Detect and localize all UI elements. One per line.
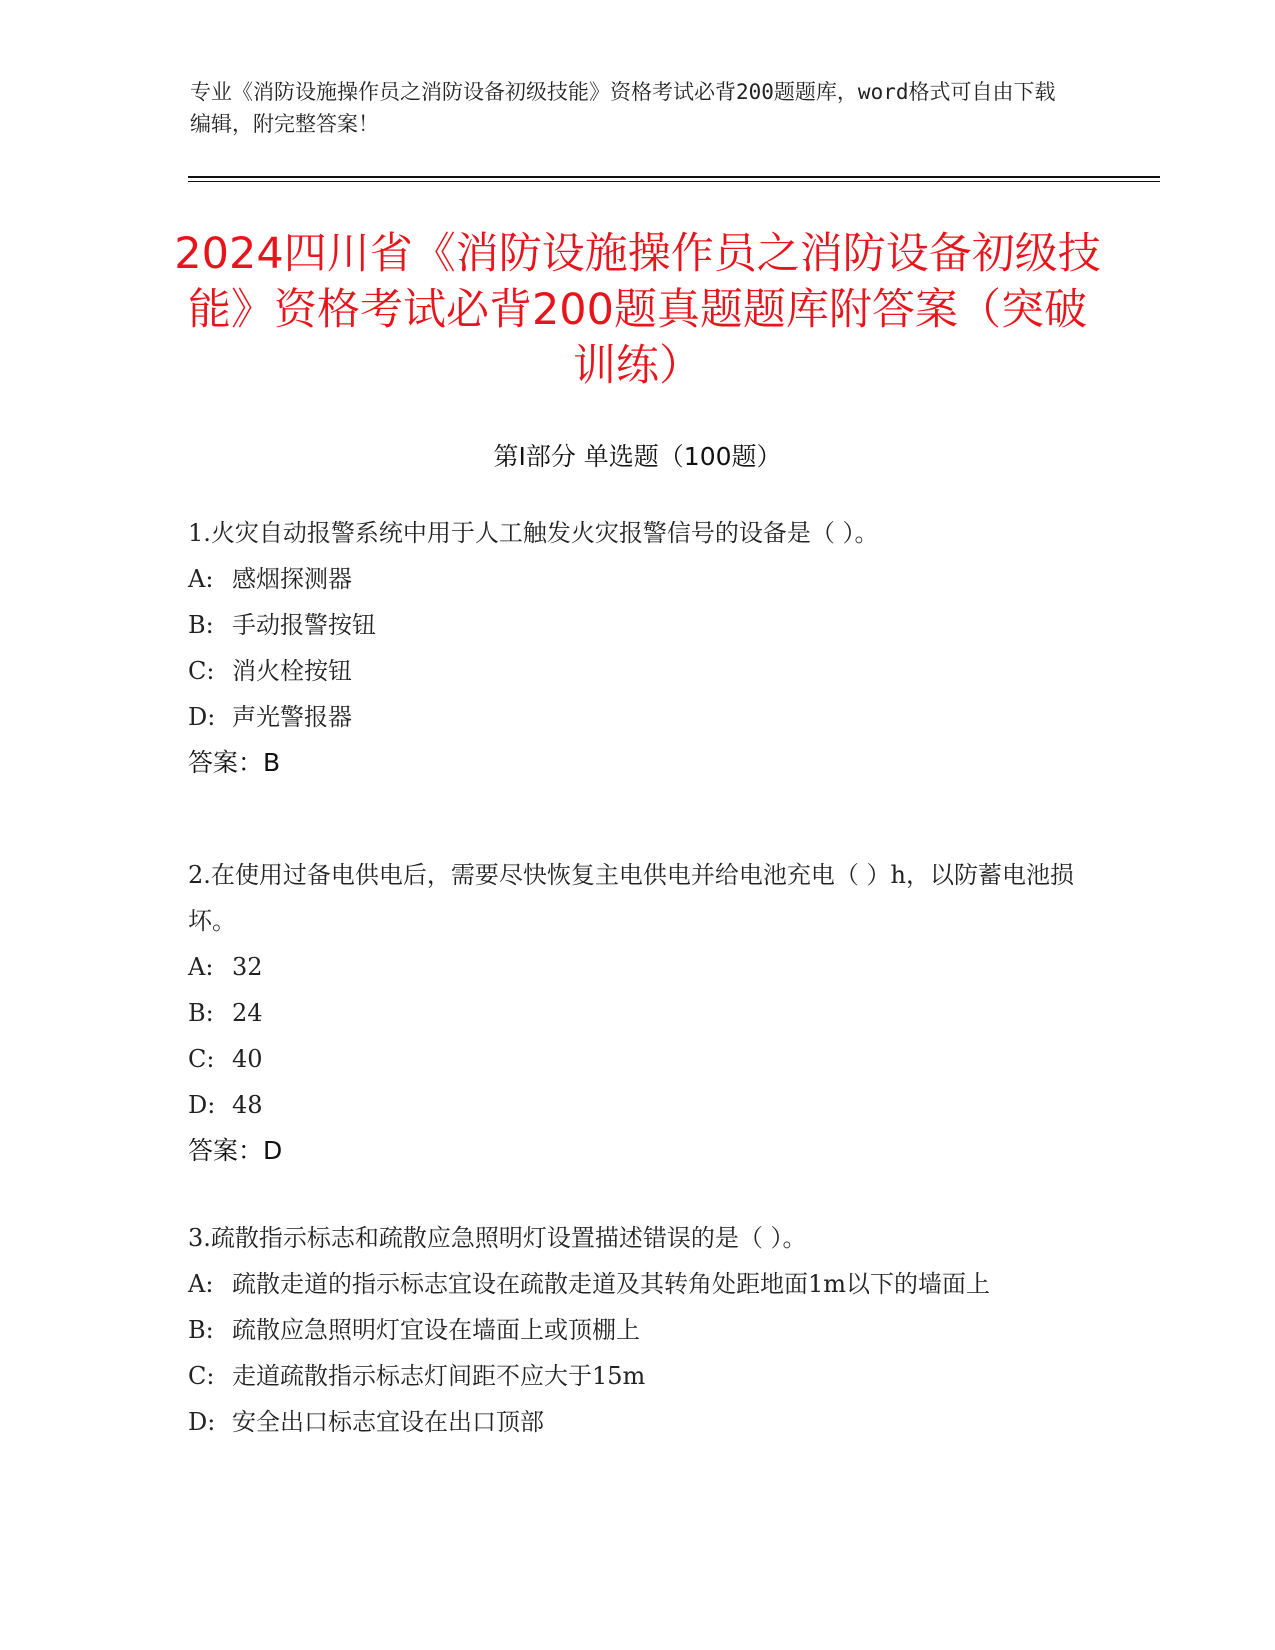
option-c	[188, 648, 1088, 694]
option-letter: D:	[188, 1408, 216, 1436]
question-2	[188, 852, 1088, 1174]
option-text: 疏散走道的指示标志宜设在疏散走道及其转角处距地面1m以下的墙面上	[232, 1270, 991, 1298]
option-text: 声光警报器	[232, 703, 352, 731]
option-letter: D:	[188, 1091, 216, 1119]
option-text: 感烟探测器	[232, 565, 352, 593]
option-letter: B:	[188, 611, 214, 639]
option-text: 疏散应急照明灯宜设在墙面上或顶棚上	[232, 1316, 640, 1344]
option-letter: C:	[188, 657, 215, 685]
option-text: 48	[232, 1091, 263, 1119]
question-stem: 2.在使用过备电供电后，需要尽快恢复主电供电并给电池充电（ ）h，以防蓄电池损坏。	[188, 861, 1074, 935]
option-b	[188, 602, 1088, 648]
option-c	[188, 1036, 1088, 1082]
option-letter: B:	[188, 1316, 214, 1344]
option-b	[188, 990, 1088, 1036]
option-a	[188, 944, 1088, 990]
option-text: 走道疏散指示标志灯间距不应大于15m	[232, 1362, 646, 1390]
document-title: 2024四川省《消防设施操作员之消防设备初级技能》资格考试必背200题真题题库附答案（突破训练）	[174, 229, 1101, 391]
option-a	[188, 1261, 1088, 1307]
option-c	[188, 1353, 1088, 1399]
option-letter: C:	[188, 1045, 215, 1073]
question-1	[188, 510, 1088, 786]
option-letter: D:	[188, 703, 216, 731]
option-b	[188, 1307, 1088, 1353]
option-text: 32	[232, 953, 263, 981]
option-letter: A:	[188, 953, 214, 981]
question-stem: 3.疏散指示标志和疏散应急照明灯设置描述错误的是（ ）。	[188, 1224, 807, 1252]
section-title: 第I部分 单选题（100题）	[493, 442, 782, 471]
header-divider-thin	[188, 181, 1160, 182]
option-d	[188, 694, 1088, 740]
question-3	[188, 1215, 1088, 1445]
option-letter: B:	[188, 999, 214, 1027]
option-text: 40	[232, 1045, 263, 1073]
option-d	[188, 1399, 1088, 1445]
option-letter: A:	[188, 565, 214, 593]
option-d	[188, 1082, 1088, 1128]
option-letter: A:	[188, 1270, 214, 1298]
option-text: 消火栓按钮	[232, 657, 352, 685]
header-divider	[188, 176, 1160, 178]
option-letter: C:	[188, 1362, 215, 1390]
answer: 答案：B	[188, 748, 281, 777]
header-note: 专业《消防设施操作员之消防设备初级技能》资格考试必背200题题库，word格式可自由下载编辑，附完整答案！	[190, 80, 1056, 136]
answer: 答案：D	[188, 1136, 283, 1165]
option-text: 24	[232, 999, 263, 1027]
option-text: 安全出口标志宜设在出口顶部	[232, 1408, 544, 1436]
option-text: 手动报警按钮	[232, 611, 376, 639]
option-a	[188, 556, 1088, 602]
question-stem: 1.火灾自动报警系统中用于人工触发火灾报警信号的设备是（ ）。	[188, 519, 879, 547]
